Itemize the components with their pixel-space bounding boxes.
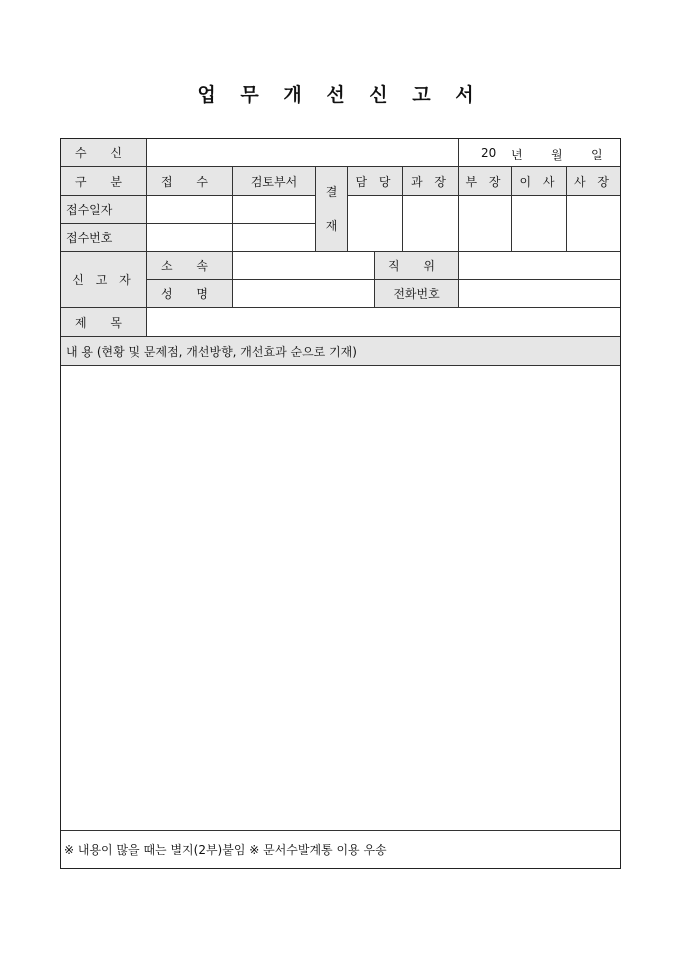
phone-field[interactable]	[459, 280, 620, 308]
receipt-header: 접 수	[147, 167, 233, 196]
affiliation-field[interactable]	[233, 252, 375, 280]
dept-head-signature[interactable]	[459, 196, 512, 252]
section-chief-signature[interactable]	[403, 196, 459, 252]
receipt-number-field[interactable]	[147, 224, 233, 252]
approval-label-bottom: 재	[325, 219, 338, 233]
receipt-date-field[interactable]	[147, 196, 233, 224]
category-header: 구 분	[61, 167, 147, 196]
phone-label: 전화번호	[375, 280, 459, 308]
name-label: 성 명	[147, 280, 233, 308]
recipient-label: 수 신	[61, 139, 147, 167]
president-signature[interactable]	[567, 196, 620, 252]
position-field[interactable]	[459, 252, 620, 280]
name-field[interactable]	[233, 280, 375, 308]
in-charge-header: 담 당	[348, 167, 403, 196]
form-title: 업 무 개 선 신 고 서	[197, 84, 483, 106]
date-month-label: 월	[551, 148, 563, 162]
section-chief-header: 과 장	[403, 167, 459, 196]
review-dept-number-field[interactable]	[233, 224, 316, 252]
receipt-date-label: 접수일자	[61, 196, 147, 224]
date-year-prefix: 20	[481, 146, 497, 160]
review-dept-date-field[interactable]	[233, 196, 316, 224]
date-year-label: 년	[511, 148, 523, 162]
receipt-number-label: 접수번호	[61, 224, 147, 252]
recipient-field[interactable]	[147, 139, 459, 167]
content-textarea[interactable]	[61, 366, 620, 831]
content-header: 내 용 (현황 및 문제점, 개선방향, 개선효과 순으로 기재)	[61, 337, 620, 366]
review-dept-header: 검토부서	[233, 167, 316, 196]
subject-field[interactable]	[147, 308, 620, 337]
approval-label	[316, 167, 348, 252]
position-label: 직 위	[375, 252, 459, 280]
date-day-label: 일	[591, 148, 603, 162]
approval-label-top: 결	[325, 185, 338, 199]
director-header: 이 사	[512, 167, 567, 196]
reporter-label: 신 고 자	[61, 252, 147, 308]
subject-label: 제 목	[61, 308, 147, 337]
president-header: 사 장	[567, 167, 620, 196]
director-signature[interactable]	[512, 196, 567, 252]
dept-head-header: 부 장	[459, 167, 512, 196]
date-field[interactable]	[459, 139, 620, 167]
in-charge-signature[interactable]	[348, 196, 403, 252]
footer-note: ※ 내용이 많을 때는 별지(2부)붙임 ※ 문서수발계통 이용 우송	[64, 843, 387, 857]
report-form	[60, 138, 621, 869]
affiliation-label: 소 속	[147, 252, 233, 280]
